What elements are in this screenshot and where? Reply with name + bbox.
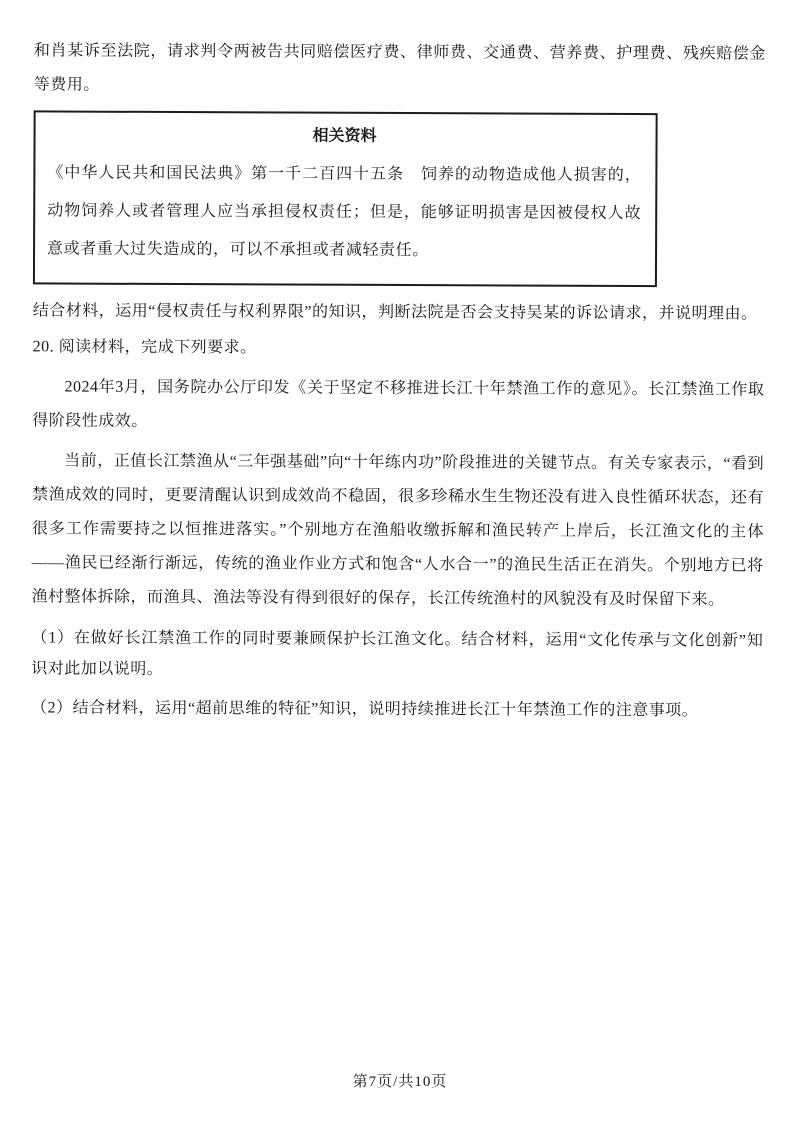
reference-box-body: 《中华人民共和国民法典》第一千二百四十五条 饲养的动物造成他人损害的，动物饲养人或者管理人应当承担侵权责任；但是，能够证明损害是因被侵权人故意或者重大过失造成的，可以不承担或者减轻责任。 — [47, 164, 642, 260]
reference-box — [33, 110, 658, 287]
question-20-sub-question-2: （2）结合材料，运用“超前思维的特征”知识，说明持续推进长江十年禁渔工作的注意事项。 — [31, 699, 699, 720]
page-content — [31, 34, 766, 726]
page-number-footer: 第7页/共10页 — [352, 1074, 448, 1090]
question-20-paragraph-1: 2024年3月，国务院办公厅印发《关于坚定不移推进长江十年禁渔工作的意见》。长江禁渔工作取得阶段性成效。 — [32, 378, 765, 430]
question-20-heading: 20. 阅读材料，完成下列要求。 — [32, 338, 257, 357]
continuation-paragraph: 和肖某诉至法院，请求判令两被告共同赔偿医疗费、律师费、交通费、营养费、护理费、残疾赔偿金等费用。 — [33, 42, 766, 94]
question-19-task: 结合材料，运用“侵权责任与权利界限”的知识，判断法院是否会支持吴某的诉讼请求，并说明理由。 — [32, 302, 758, 323]
question-20-sub-question-1: （1）在做好长江禁渔工作的同时要兼顾保护长江渔文化。结合材料，运用“文化传承与文化创新”知识对此加以说明。 — [31, 629, 764, 678]
question-20-paragraph-2: 当前，正值长江禁渔从“三年强基础”向“十年练内功”阶段推进的关键节点。有关专家表示，“看到禁渔成效的同时，更要清醒认识到成效尚不稳固，很多珍稀水生生物还没有进入良性循环状态，还有很多工作需要持之以恒推进落实。”个别地方在渔船收缴拆解和渔民转产上岸后，长江渔文化的主体——渔民已经渐行渐远，传统的渔业作业方式和饱含“人水合一”的渔民生活正在消失。个别地方已将渔村整体拆除，而渔具、渔法等没有得到很好的保存，长江传统渔村的风貌没有及时保留下来。 — [31, 452, 765, 609]
reference-box-title: 相关资料 — [312, 127, 377, 145]
